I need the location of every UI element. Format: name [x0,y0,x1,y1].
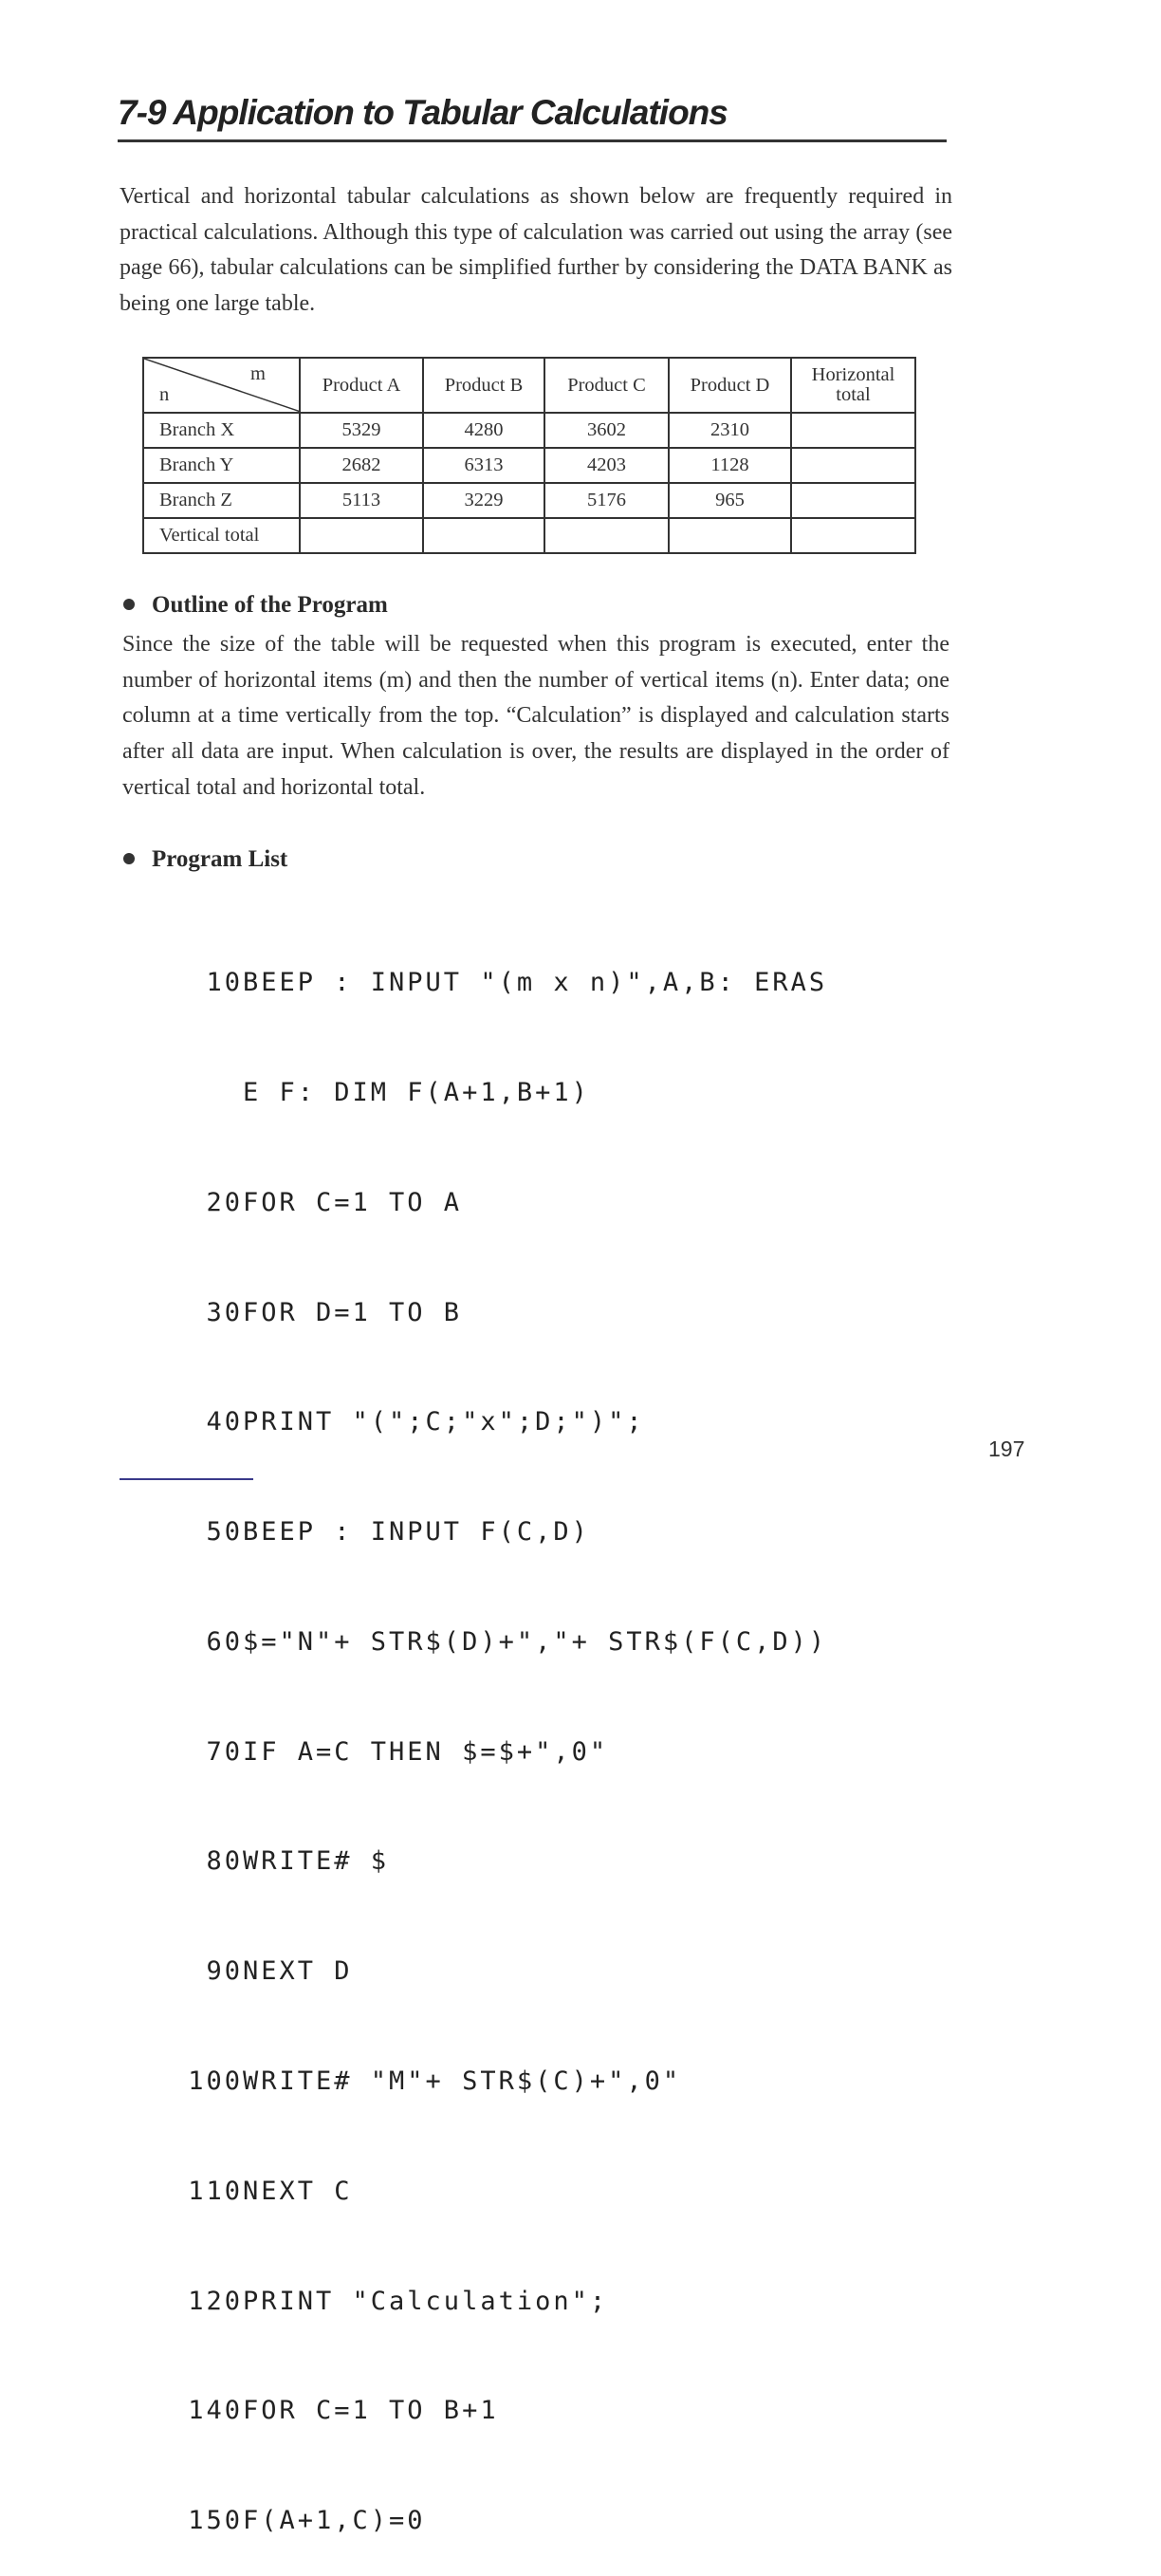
table-cell: 6313 [423,448,544,483]
line-code: F(A+1,C)=0 [243,2506,426,2536]
outline-text: Since the size of the table will be requested when this program is executed, enter the number of horizontal items (m) and then the number of vertical items (n). Enter data; one column at a time vertically from the top. “Calculation” is displayed and calculation starts after all data are input. When calculation is over, the results are displayed in the order of vertical total and horizontal total. [122,632,949,800]
line-number: 30 [206,1297,243,1327]
corner-label-m: m [250,363,266,384]
bullet-icon [123,599,135,610]
line-number: 60 [206,1626,243,1657]
code-line [167,1514,827,1551]
line-number: 40 [206,1407,243,1437]
table-cell: 5329 [300,413,423,448]
table-cell [791,413,915,448]
table-cell: 2682 [300,448,423,483]
table-cell: 965 [669,483,791,518]
line-number: 50 [206,1517,243,1547]
corner-label-n: n [159,384,170,405]
intro-text: Vertical and horizontal tabular calculations as shown below are frequently required in practical calculations. Although this type of calculation was carried out using the array (see page 66), tabular calculations can be simplified further by considering the DATA BANK as being one large table. [120,184,952,317]
line-code: PRINT "(";C;"x";D;")"; [243,1407,645,1437]
table-cell: 4203 [544,448,669,483]
line-number: 90 [206,1956,243,1987]
line-number: 70 [206,1736,243,1767]
table-cell: 3602 [544,413,669,448]
program-heading [123,846,287,873]
table-row [143,448,915,483]
line-code: NEXT D [243,1956,353,1987]
line-code: PRINT "Calculation"; [243,2286,609,2316]
bullet-icon [123,853,135,864]
line-code: BEEP : INPUT "(m x n)",A,B: ERAS [243,968,828,998]
line-number: 140 [188,2396,243,2426]
table-corner-cell [143,358,300,413]
table-cell [669,518,791,553]
page-number: 197 [988,1436,1025,1461]
table-cell [300,518,423,553]
footnote-rule [120,1478,253,1480]
table-row [143,518,915,553]
table-cell: 5176 [544,483,669,518]
table-header-row [143,358,915,413]
outline-heading-text: Outline of the Program [152,592,388,618]
line-code: BEEP : INPUT F(C,D) [243,1517,590,1547]
outline-heading [123,592,388,619]
line-number: 80 [206,1846,243,1877]
line-code: NEXT C [243,2176,353,2206]
column-header: Product C [544,358,669,413]
row-label: Branch X [143,413,300,448]
code-line [167,1734,827,1771]
program-heading-text: Program List [152,846,288,872]
table-cell: 4280 [423,413,544,448]
code-line [167,1185,827,1222]
code-line [167,1844,827,1881]
code-line [167,965,827,1002]
line-code: FOR C=1 TO B+1 [243,2396,499,2426]
code-line [167,1404,827,1441]
table-cell [791,448,915,483]
row-label: Vertical total [143,518,300,553]
table-cell: 1128 [669,448,791,483]
column-header: Product A [300,358,423,413]
line-code: FOR C=1 TO A [243,1187,463,1217]
code-line [167,2503,827,2540]
code-line [167,2284,827,2321]
branch-product-table [142,357,916,554]
title-rule [118,139,947,142]
code-line [167,2174,827,2211]
page-title: 7-9 Application to Tabular Calculations [118,93,728,132]
code-line [167,2393,827,2430]
row-label: Branch Z [143,483,300,518]
table-cell [544,518,669,553]
table-row [143,413,915,448]
line-code: WRITE# "M"+ STR$(C)+",0" [243,2066,682,2096]
code-line [167,1954,827,1991]
outline-paragraph [122,627,949,806]
program-listing [167,892,827,2576]
line-code: $="N"+ STR$(D)+","+ STR$(F(C,D)) [243,1626,828,1657]
table-cell: 5113 [300,483,423,518]
column-header: Product D [669,358,791,413]
line-number: 110 [188,2176,243,2206]
line-code: E F: DIM F(A+1,B+1) [243,1077,590,1107]
code-line [167,1075,827,1112]
table-cell [423,518,544,553]
column-header: Product B [423,358,544,413]
table-cell: 3229 [423,483,544,518]
table-cell [791,483,915,518]
table-cell [791,518,915,553]
line-number: 120 [188,2286,243,2316]
row-label: Branch Y [143,448,300,483]
line-number: 150 [188,2506,243,2536]
line-code: WRITE# $ [243,1846,390,1877]
code-line [167,1295,827,1332]
line-number: 10 [206,968,243,998]
line-code: IF A=C THEN $=$+",0" [243,1736,609,1767]
line-number: 100 [188,2066,243,2096]
table-row [143,483,915,518]
code-line [167,2064,827,2101]
line-number [167,1075,243,1112]
intro-paragraph [120,179,952,323]
code-line [167,1624,827,1661]
column-header: Horizontal total [791,358,915,413]
table-cell: 2310 [669,413,791,448]
line-number: 20 [206,1187,243,1217]
line-code: FOR D=1 TO B [243,1297,463,1327]
